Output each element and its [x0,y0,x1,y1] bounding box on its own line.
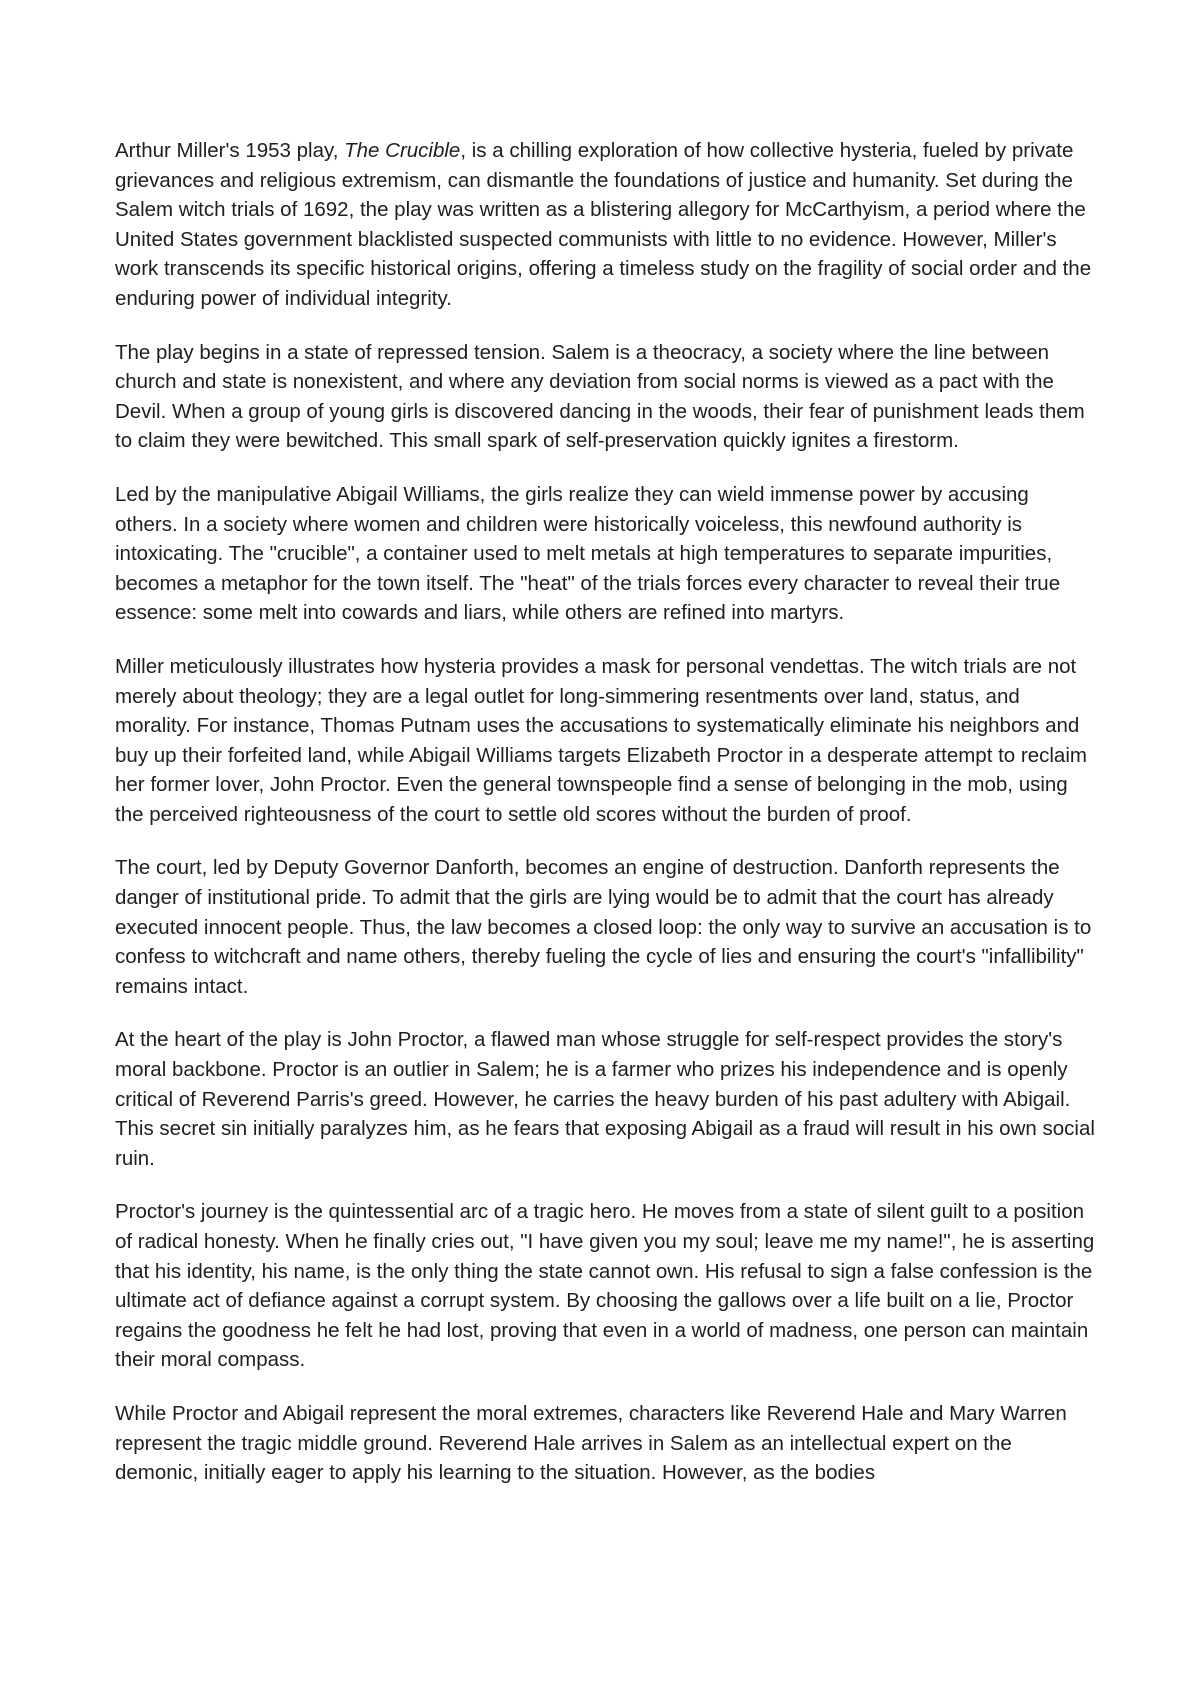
paragraph-8: While Proctor and Abigail represent the moral extremes, characters like Reverend Hale and Mary Warren represent the tragic middle ground. Reverend Hale arrives in Salem as an intellectual expert on the demonic, initially eager to apply his learning to the situation. However, as the bodies [115,1401,1067,1485]
essay-body [115,136,1095,1512]
paragraph-1 [115,136,1095,314]
play-title: The Crucible [344,139,461,162]
paragraph-1-lead: Arthur Miller's 1953 play, [115,139,345,162]
paragraph-7: Proctor's journey is the quintessential arc of a tragic hero. He moves from a state of silent guilt to a position of radical honesty. When he finally cries out, "I have given you my soul; leave me my name!", he is asserting that his identity, his name, is the only thing the state cannot own. His refusal to sign a false confession is the ultimate act of defiance against a corrupt system. By choosing the gallows over a life built on a lie, Proctor regains the goodness he felt he had lost, proving that even in a world of madness, one person can maintain their moral compass. [115,1200,1095,1372]
paragraph-1-rest: , is a chilling exploration of how collective hysteria, fueled by private grievances and religious extremism, can dismantle the foundations of justice and humanity. Set during the Salem witch trials of 1692, the play was written as a blistering allegory for McCarthyism, a period where the United States government blacklisted suspected communists with little to no evidence. However, Miller's work transcends its specific historical origins, offering a timeless study on the fragility of social order and the enduring power of individual integrity. [115,139,1092,310]
paragraph-5: The court, led by Deputy Governor Danforth, becomes an engine of destruction. Danforth represents the danger of institutional pride. To admit that the girls are lying would be to admit that the court has already executed innocent people. Thus, the law becomes a closed loop: the only way to survive an accusation is to confess to witchcraft and name others, thereby fueling the cycle of lies and ensuring the court's "infallibility" remains intact. [115,856,1092,998]
paragraph-4: Miller meticulously illustrates how hysteria provides a mask for personal vendettas. The witch trials are not merely about theology; they are a legal outlet for long-simmering resentments over land, status, and morality. For instance, Thomas Putnam uses the accusations to systematically eliminate his neighbors and buy up their forfeited land, while Abigail Williams targets Elizabeth Proctor in a desperate attempt to reclaim her former lover, John Proctor. Even the general townspeople find a sense of belonging in the mob, using the perceived righteousness of the court to settle old scores without the burden of proof. [115,654,1087,826]
paragraph-3: Led by the manipulative Abigail Williams, the girls realize they can wield immense power by accusing others. In a society where women and children were historically voiceless, this newfound authority is intoxicating. The "crucible", a container used to melt metals at high temperatures to separate impurities, becomes a metaphor for the town itself. The "heat" of the trials forces every character to reveal their true essence: some melt into cowards and liars, while others are refined into martyrs. [115,482,1061,625]
paragraph-6: At the heart of the play is John Proctor, a flawed man whose struggle for self-respect provides the story's moral backbone. Proctor is an outlier in Salem; he is a farmer who prizes his independence and is openly critical of Reverend Parris's greed. However, he carries the heavy burden of his past adultery with Abigail. This secret sin initially paralyzes him, as he fears that exposing Abigail as a fraud will result in his own social ruin. [115,1028,1095,1170]
paragraph-2: The play begins in a state of repressed tension. Salem is a theocracy, a society where the line between church and state is nonexistent, and where any deviation from social norms is viewed as a pact with the Devil. When a group of young girls is discovered dancing in the woods, their fear of punishment leads them to claim they were bewitched. This small spark of self-preservation quickly ignites a firestorm. [115,340,1085,453]
